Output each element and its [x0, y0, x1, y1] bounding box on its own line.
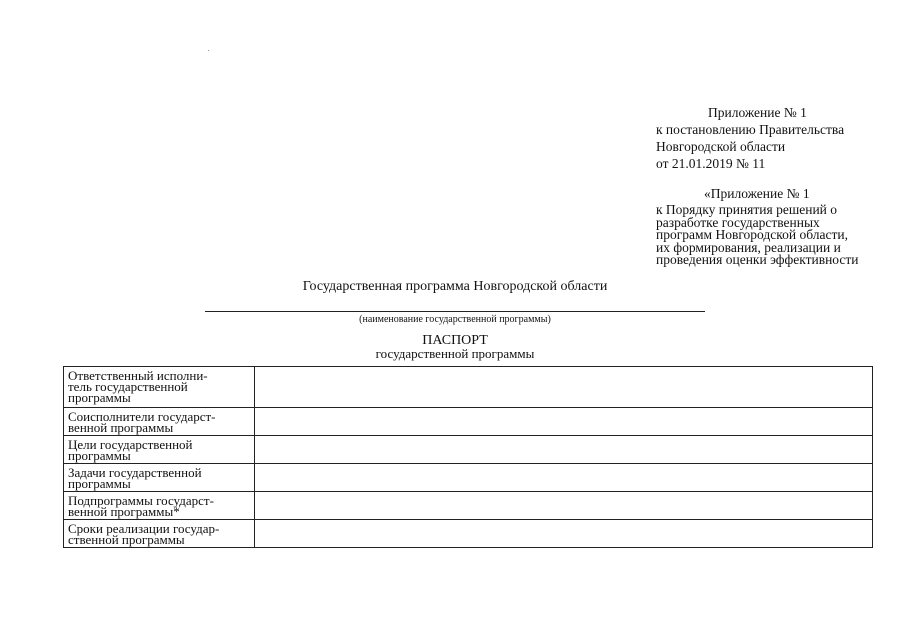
row-label: Подпрограммы государст- венной программы* [68, 493, 214, 519]
table-row [64, 436, 873, 464]
appendix-main-line: Новгородской области [656, 139, 786, 154]
program-name: Государственная программа Новгородской области [302, 279, 608, 294]
row-label-cell [64, 464, 255, 492]
row-value-cell [255, 492, 873, 520]
row-label: Сроки реализации государ- ственной программы [68, 521, 220, 547]
appendix-order-block [656, 185, 859, 267]
appendix-main-line: к постановлению Правительства [656, 122, 845, 137]
appendix-order-title: «Приложение № 1 [704, 186, 810, 201]
row-label-cell [64, 408, 255, 436]
table-row [64, 464, 873, 492]
row-label: Соисполнители государст- венной программы [68, 409, 216, 435]
appendix-order-line: программ Новгородской области, [656, 227, 848, 242]
passport-table [63, 366, 873, 548]
appendix-order-line: проведения оценки эффективности [656, 252, 859, 267]
appendix-order-line: к Порядку принятия решений о [656, 202, 838, 217]
appendix-main-line: от 21.01.2019 № 11 [656, 156, 766, 171]
row-label-cell [64, 492, 255, 520]
row-value-cell [255, 436, 873, 464]
appendix-order-line: разработке государственных [656, 214, 820, 230]
table-row [64, 408, 873, 436]
scan-speck [208, 50, 209, 51]
row-value-cell [255, 520, 873, 548]
row-label-cell [64, 436, 255, 464]
row-label: Задачи государственной программы [68, 465, 202, 491]
table-row [64, 492, 873, 520]
appendix-order-line: их формирования, реализации и [656, 239, 841, 255]
appendix-main-title: Приложение № 1 [708, 105, 807, 120]
row-label-cell [64, 520, 255, 548]
appendix-main-block [656, 104, 844, 172]
program-name-caption: (наименование государственной программы) [359, 314, 551, 325]
row-value-cell [255, 408, 873, 436]
row-value-cell [255, 464, 873, 492]
program-name-underline [205, 311, 705, 312]
row-label: Цели государственной программы [68, 437, 193, 463]
row-label: Ответственный исполни- тель государственной программы [68, 368, 208, 405]
table-row [64, 520, 873, 548]
table-row [64, 367, 873, 408]
row-value-cell [255, 367, 873, 408]
passport-title: ПАСПОРТ [422, 333, 488, 348]
passport-subtitle: государственной программы [375, 346, 535, 361]
row-label-cell [64, 367, 255, 408]
